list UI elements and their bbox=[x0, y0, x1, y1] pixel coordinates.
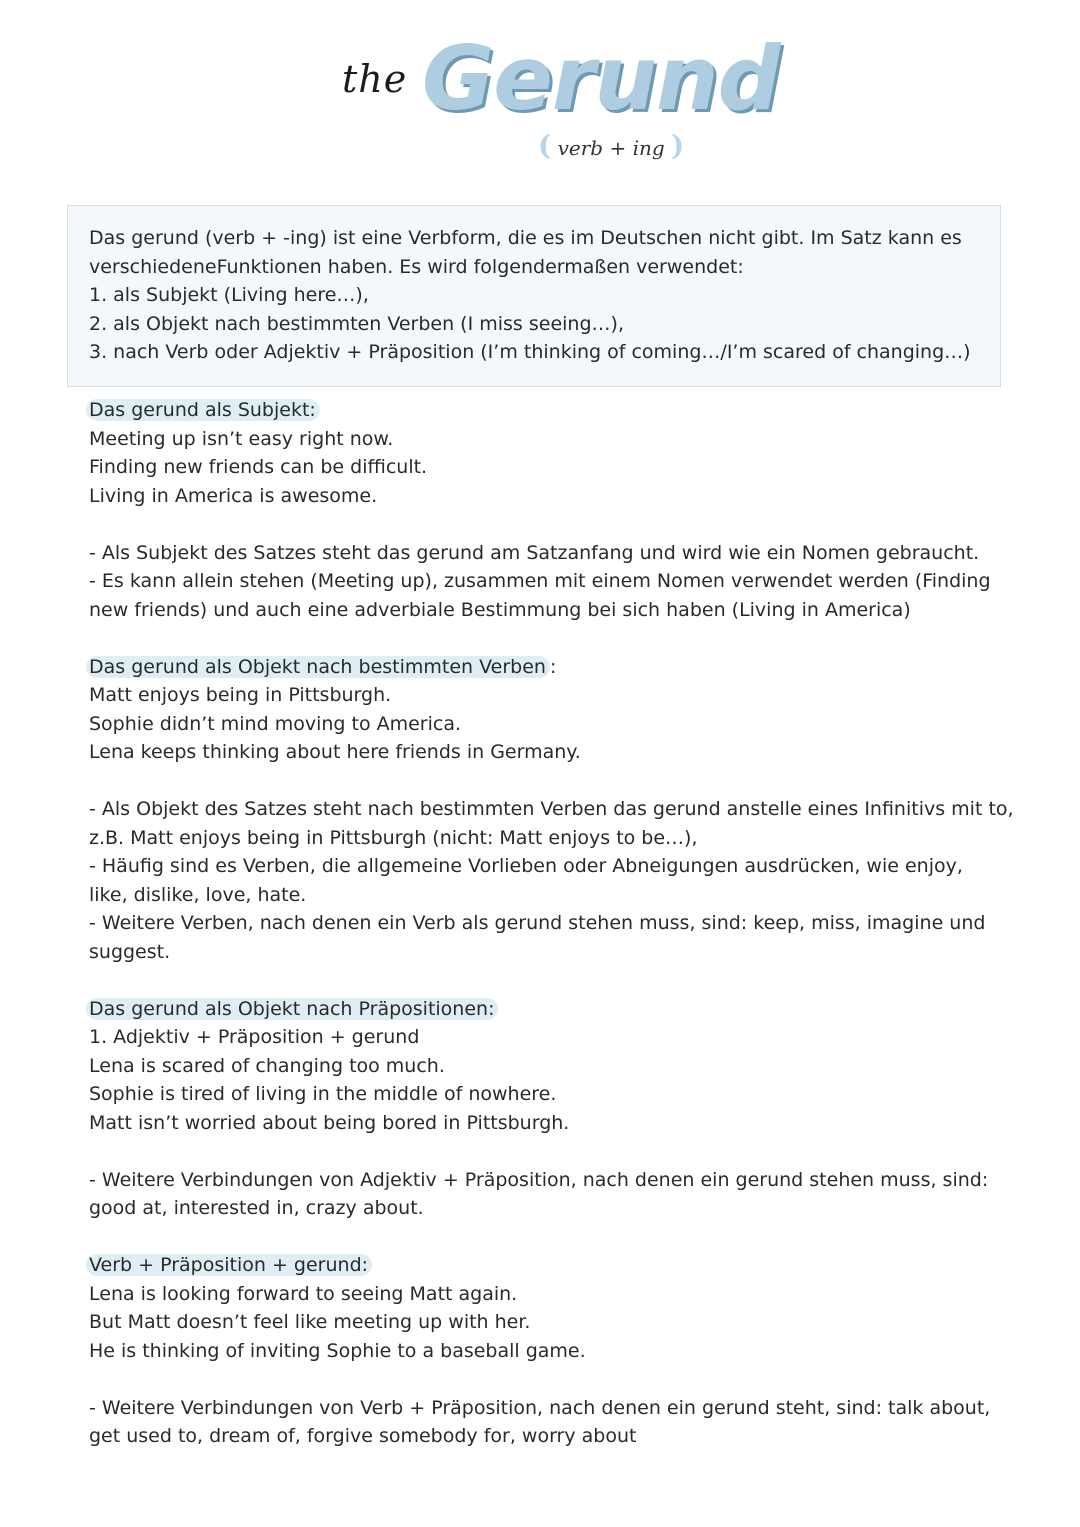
note-line: - Es kann allein stehen (Meeting up), zusammen mit einem Nomen verwendet werden (Finding bbox=[89, 570, 991, 592]
note-line: new friends) und auch eine adverbiale Bestimmung bei sich haben (Living in America) bbox=[89, 598, 911, 621]
intro-box bbox=[67, 205, 1001, 387]
example-sentence: But Matt doesn’t feel like meeting up with her. bbox=[89, 1311, 531, 1333]
page-title bbox=[330, 27, 780, 185]
title-subtitle bbox=[538, 129, 684, 162]
section-heading: Das gerund als Subjekt: bbox=[89, 399, 320, 421]
title-the: the bbox=[342, 57, 408, 101]
note-line: - Als Objekt des Satzes steht nach bestimmten Verben das gerund anstelle eines Infinitivs mit to, bbox=[89, 798, 1014, 820]
note-line: - Weitere Verbindungen von Adjektiv + Präposition, nach denen ein gerund stehen muss, sind: bbox=[89, 1168, 989, 1191]
intro-line: 1. als Subjekt (Living here…), bbox=[89, 284, 369, 306]
example-sentence: Sophie didn’t mind moving to America. bbox=[89, 712, 462, 735]
section-subject bbox=[89, 396, 1009, 624]
note-line: - Weitere Verbindungen von Verb + Präposition, nach denen ein gerund steht, sind: talk about, bbox=[89, 1396, 991, 1419]
intro-line: 2. als Objekt nach bestimmten Verben (I miss seeing…), bbox=[89, 312, 624, 335]
section-heading: Das gerund als Objekt nach Präpositionen: bbox=[89, 998, 498, 1020]
section-subheading: 1. Adjektiv + Präposition + gerund bbox=[89, 1026, 420, 1048]
section-object-prepositions bbox=[89, 995, 1009, 1223]
heading-suffix: : bbox=[549, 655, 557, 678]
note-line: good at, interested in, crazy about. bbox=[89, 1197, 424, 1219]
example-sentence: Finding new friends can be difficult. bbox=[89, 456, 428, 478]
example-sentence: Lena is looking forward to seeing Matt again. bbox=[89, 1282, 518, 1305]
example-sentence: He is thinking of inviting Sophie to a baseball game. bbox=[89, 1339, 586, 1362]
main-content bbox=[89, 396, 1014, 1451]
section-verb-preposition bbox=[89, 1251, 1009, 1451]
section-heading: Verb + Präposition + gerund: bbox=[89, 1254, 372, 1276]
section-heading: Das gerund als Objekt nach bestimmten Verben bbox=[89, 656, 550, 678]
example-sentence: Lena keeps thinking about here friends in Germany. bbox=[89, 741, 581, 763]
note-line: suggest. bbox=[89, 940, 171, 963]
example-sentence: Matt enjoys being in Pittsburgh. bbox=[89, 684, 392, 706]
example-sentence: Matt isn’t worried about being bored in Pittsburgh. bbox=[89, 1111, 570, 1134]
intro-line: verschiedeneFunktionen haben. Es wird folgendermaßen verwendet: bbox=[89, 255, 744, 278]
example-sentence: Meeting up isn’t easy right now. bbox=[89, 427, 394, 450]
intro-line: Das gerund (verb + -ing) ist eine Verbform, die es im Deutschen nicht gibt. Im Satz kann es bbox=[89, 227, 962, 249]
note-line: get used to, dream of, forgive somebody for, worry about bbox=[89, 1425, 637, 1447]
note-line: z.B. Matt enjoys being in Pittsburgh (nicht: Matt enjoys to be…), bbox=[89, 826, 698, 849]
intro-line: 3. nach Verb oder Adjektiv + Präposition (I’m thinking of coming…/I’m scared of changing…) bbox=[89, 341, 971, 363]
title-paren-open: ( bbox=[538, 129, 552, 162]
note-line: like, dislike, love, hate. bbox=[89, 883, 307, 906]
title-subtitle-text: verb + ing bbox=[557, 136, 665, 160]
note-line: - Weitere Verben, nach denen ein Verb als gerund stehen muss, sind: keep, miss, imagine und bbox=[89, 912, 986, 934]
note-line: - Häufig sind es Verben, die allgemeine Vorlieben oder Abneigungen ausdrücken, wie enjoy, bbox=[89, 855, 963, 877]
section-object-verbs bbox=[89, 653, 1014, 967]
title-paren-close: ) bbox=[671, 129, 685, 162]
note-line: - Als Subjekt des Satzes steht das gerund am Satzanfang und wird wie ein Nomen gebraucht. bbox=[89, 541, 980, 564]
example-sentence: Sophie is tired of living in the middle of nowhere. bbox=[89, 1083, 557, 1105]
example-sentence: Living in America is awesome. bbox=[89, 484, 378, 507]
title-gerund: Gerund bbox=[422, 27, 780, 130]
example-sentence: Lena is scared of changing too much. bbox=[89, 1054, 445, 1077]
